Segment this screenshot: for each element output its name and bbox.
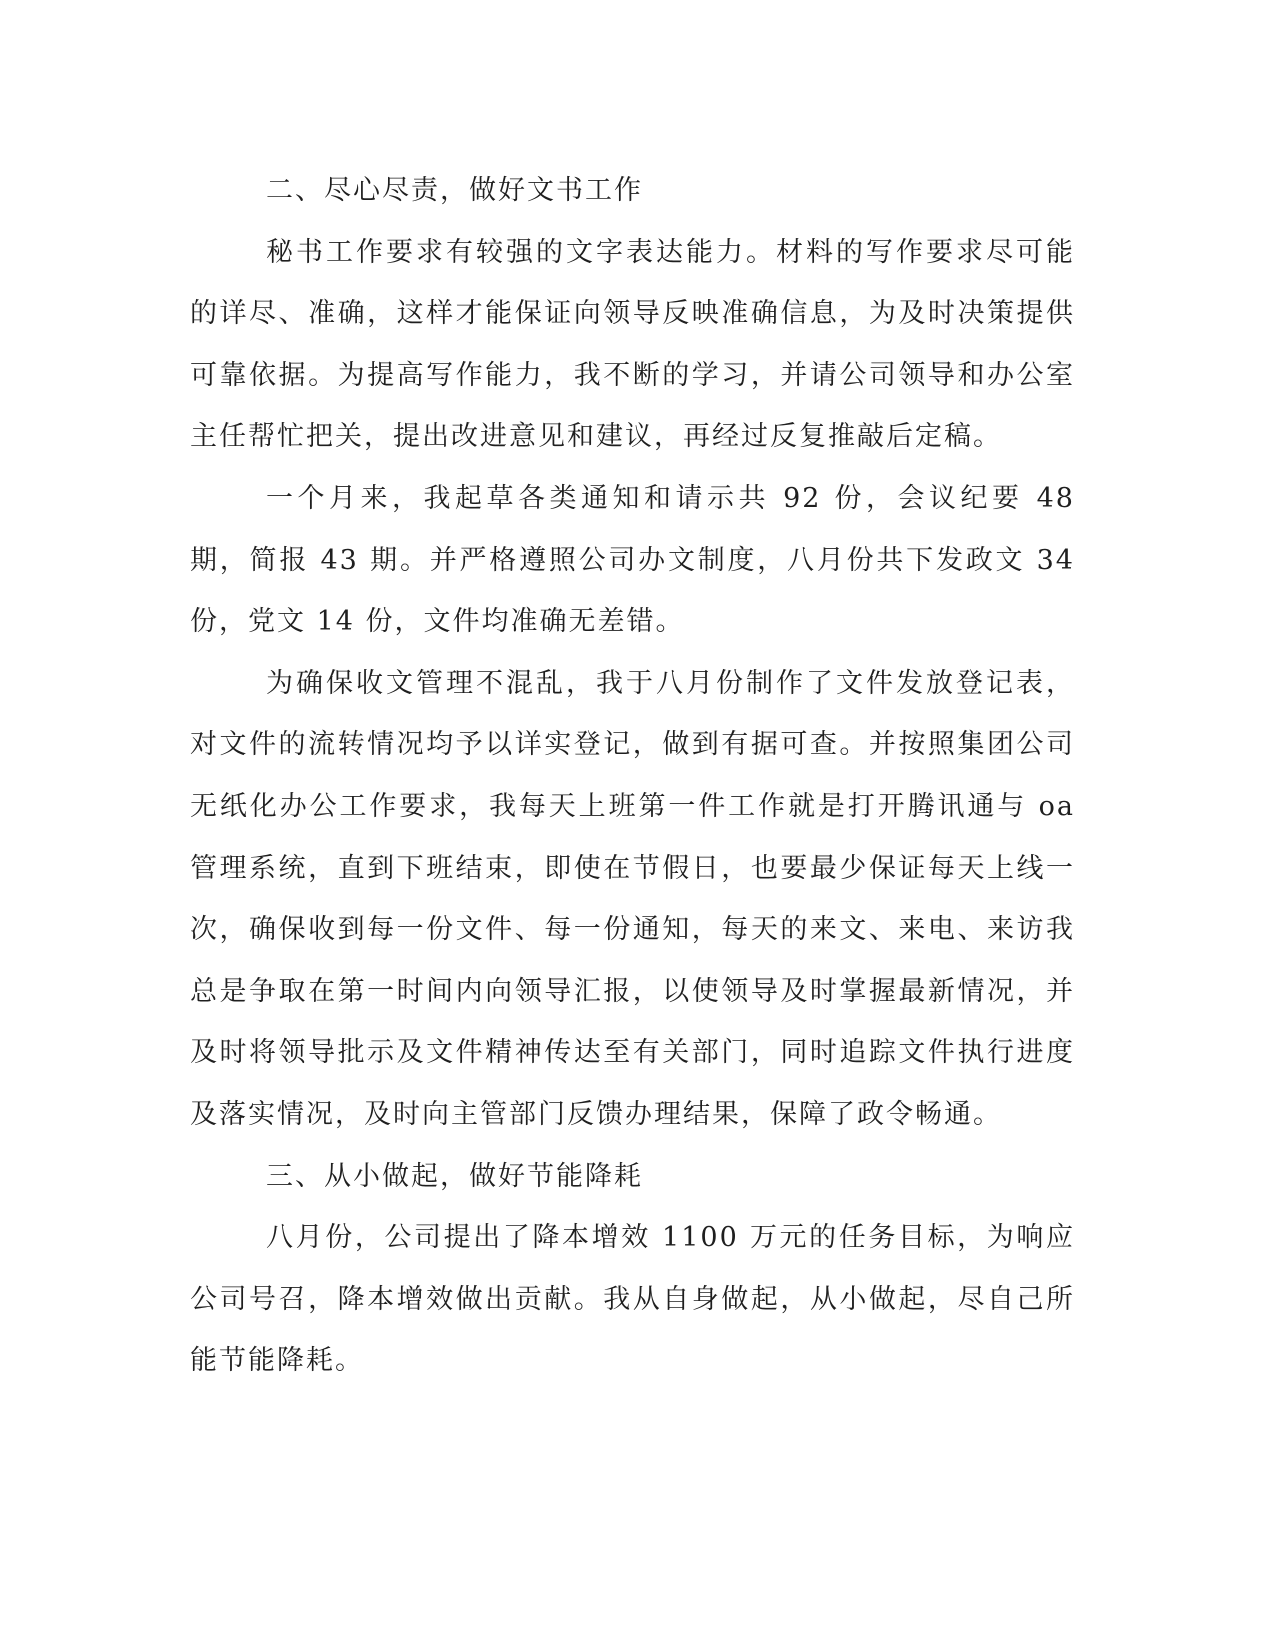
paragraph-document-management: 为确保收文管理不混乱，我于八月份制作了文件发放登记表，对文件的流转情况均予以详实登记，做到有据可查。并按照集团公司无纸化办公工作要求，我每天上班第一件工作就是打开腾讯通与 oa 管理系统，直到下班结束，即使在节假日，也要最少保证每天上线一次，确保收到每一份文件、每一份通知，每天的来文、来电、来访我总是争取在第一时间内向领导汇报，以使领导及时掌握最新情况，并及时将领导批示及文件精神传达至有关部门，同时追踪文件执行进度及落实情况，及时向主管部门反馈办理结果，保障了政令畅通。: [190, 667, 1075, 1130]
paragraph-energy-saving: 八月份，公司提出了降本增效 1100 万元的任务目标，为响应公司号召，降本增效做出贡献。我从自身做起，从小做起，尽自己所能节能降耗。: [190, 1222, 1075, 1377]
section-heading-2: 二、尽心尽责，做好文书工作: [266, 175, 643, 206]
document-body: [190, 160, 1075, 1392]
paragraph-monthly-documents: 一个月来，我起草各类通知和请示共 92 份，会议纪要 48 期，简报 43 期。并严格遵照公司办文制度，八月份共下发政文 34 份，党文 14 份，文件均准确无差错。: [190, 482, 1075, 638]
paragraph-writing-ability: 秘书工作要求有较强的文字表达能力。材料的写作要求尽可能的详尽、准确，这样才能保证向领导反映准确信息，为及时决策提供可靠依据。为提高写作能力，我不断的学习，并请公司领导和办公室主任帮忙把关，提出改进意见和建议，再经过反复推敲后定稿。: [190, 236, 1075, 453]
section-heading-3: 三、从小做起，做好节能降耗: [266, 1160, 643, 1192]
